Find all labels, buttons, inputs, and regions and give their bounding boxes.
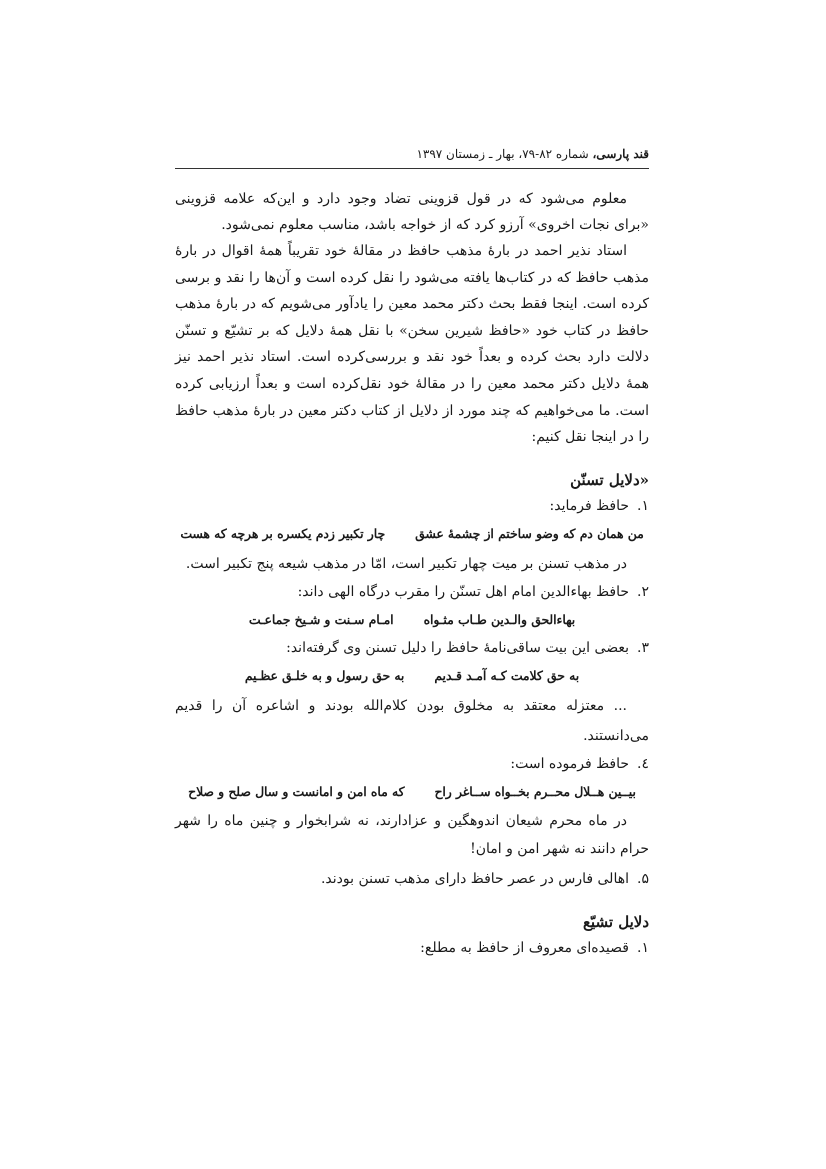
paragraph-1: معلوم می‌شود که در قول قزوینی تضاد وجود دارد و این‌که علامه قزوینی «برای نجات اخروی» آرزو کرد که از خواجه باشد، مناسب معلوم نمی‌شود.: [175, 191, 649, 233]
item-number: ۵.: [637, 870, 649, 887]
list-item: [175, 579, 649, 605]
paragraph-2: استاد نذیر احمد در بارهٔ مذهب حافظ در مقالهٔ خود تقریباً همهٔ اقوال در بارهٔ مذهب حافظ که در کتاب‌ها یافته می‌شود را نقل کرده است و آن‌ها را نقد و برسی کرده است. اینجا فقط بحث دکتر محمد معین را یادآور می‌شویم که در بارهٔ مذهب حافظ در کتاب خود «حافظ شیرین سخن» با نقل همهٔ دلایل که بر تشیّع و تسنّن دلالت دارد بحث کرده و بعداً خود نقد و بررسی‌کرده است. استاد نذیر احمد نیز همهٔ دلایل دکتر محمد معین را در مقالهٔ خود نقل‌کرده است و بعداً ارزیابی کرده است. ما می‌خواهیم که چند مورد از دلایل از کتاب دکتر معین در بارهٔ مذهب حافظ را در اینجا نقل کنیم:: [175, 243, 649, 446]
verse: [175, 605, 649, 635]
item-number: ۱.: [637, 939, 649, 956]
journal-name: قند پارسی،: [592, 147, 649, 161]
verse-hemistich: به حق کلامت کـه آمـد قـدیم: [434, 667, 580, 683]
item-text: حافظ فرماید:: [549, 497, 629, 514]
verse-hemistich: که ماه امن و امانست و سال صلح و صلاح: [188, 783, 405, 799]
item-text: حافظ فرموده است:: [510, 755, 629, 772]
item-note: در ماه محرم شیعان اندوهگین و عزادارند، نه شرابخوار و چنین ماه را شهر حرام دانند نه شهر امن و امان!: [175, 812, 649, 857]
article-body: [175, 186, 649, 961]
list-item: [175, 751, 649, 777]
item-note: در مذهب تسنن بر میت چهار تکبیر است، امّا در مذهب شیعه پنج تکبیر است.: [185, 555, 627, 572]
verse-hemistich: امـام سـنت و شـیخ جماعـت: [248, 611, 394, 627]
verse-hemistich: بهاءالحق والـدین طـاب مثـواه: [423, 611, 576, 627]
list-item: [175, 935, 649, 961]
issue-info: شماره ۸۲-۷۹، بهار ـ زمستان ۱۳۹۷: [416, 147, 593, 161]
item-number: ٤.: [637, 755, 649, 772]
section-heading-sunni: «دلایل تسنّن: [570, 470, 649, 489]
header-rule: [175, 168, 649, 169]
running-header: [175, 146, 649, 162]
verse: [175, 519, 649, 549]
section-heading-shia: دلایل تشیّع: [582, 912, 649, 931]
list-item: [175, 635, 649, 661]
verse: [175, 777, 649, 807]
verse: [175, 661, 649, 691]
item-text: اهالی فارس در عصر حافظ دارای مذهب تسنن بودند.: [320, 870, 629, 887]
list-item: [175, 863, 649, 895]
item-text: حافظ بهاءالدین امام اهل تسنّن را مقرب درگاه الهی داند:: [297, 583, 629, 600]
verse-hemistich: من همان دم که وضو ساختم از چشمهٔ عشق: [415, 525, 644, 541]
list-item: [175, 493, 649, 519]
verse-hemistich: بیــین هــلال محــرم بخــواه ســاغر راح: [434, 783, 636, 799]
item-number: ۱.: [637, 497, 649, 514]
item-number: ۲.: [637, 583, 649, 600]
item-text: قصیده‌ای معروف از حافظ به مطلع:: [420, 939, 629, 956]
item-note: ... معتزله معتقد به مخلوق بودن کلام‌الله بودند و اشاعره آن را قدیم می‌دانستند.: [175, 697, 649, 744]
verse-hemistich: به حق رسول و به خلـق عظـیم: [244, 667, 405, 683]
verse-hemistich: چار تکبیر زدم یکسره بر هرچه که هست: [180, 525, 386, 541]
item-text: بعضی این بیت ساقی‌نامهٔ حافظ را دلیل تسنن وی گرفته‌اند:: [286, 639, 629, 656]
item-number: ۳.: [637, 639, 649, 656]
